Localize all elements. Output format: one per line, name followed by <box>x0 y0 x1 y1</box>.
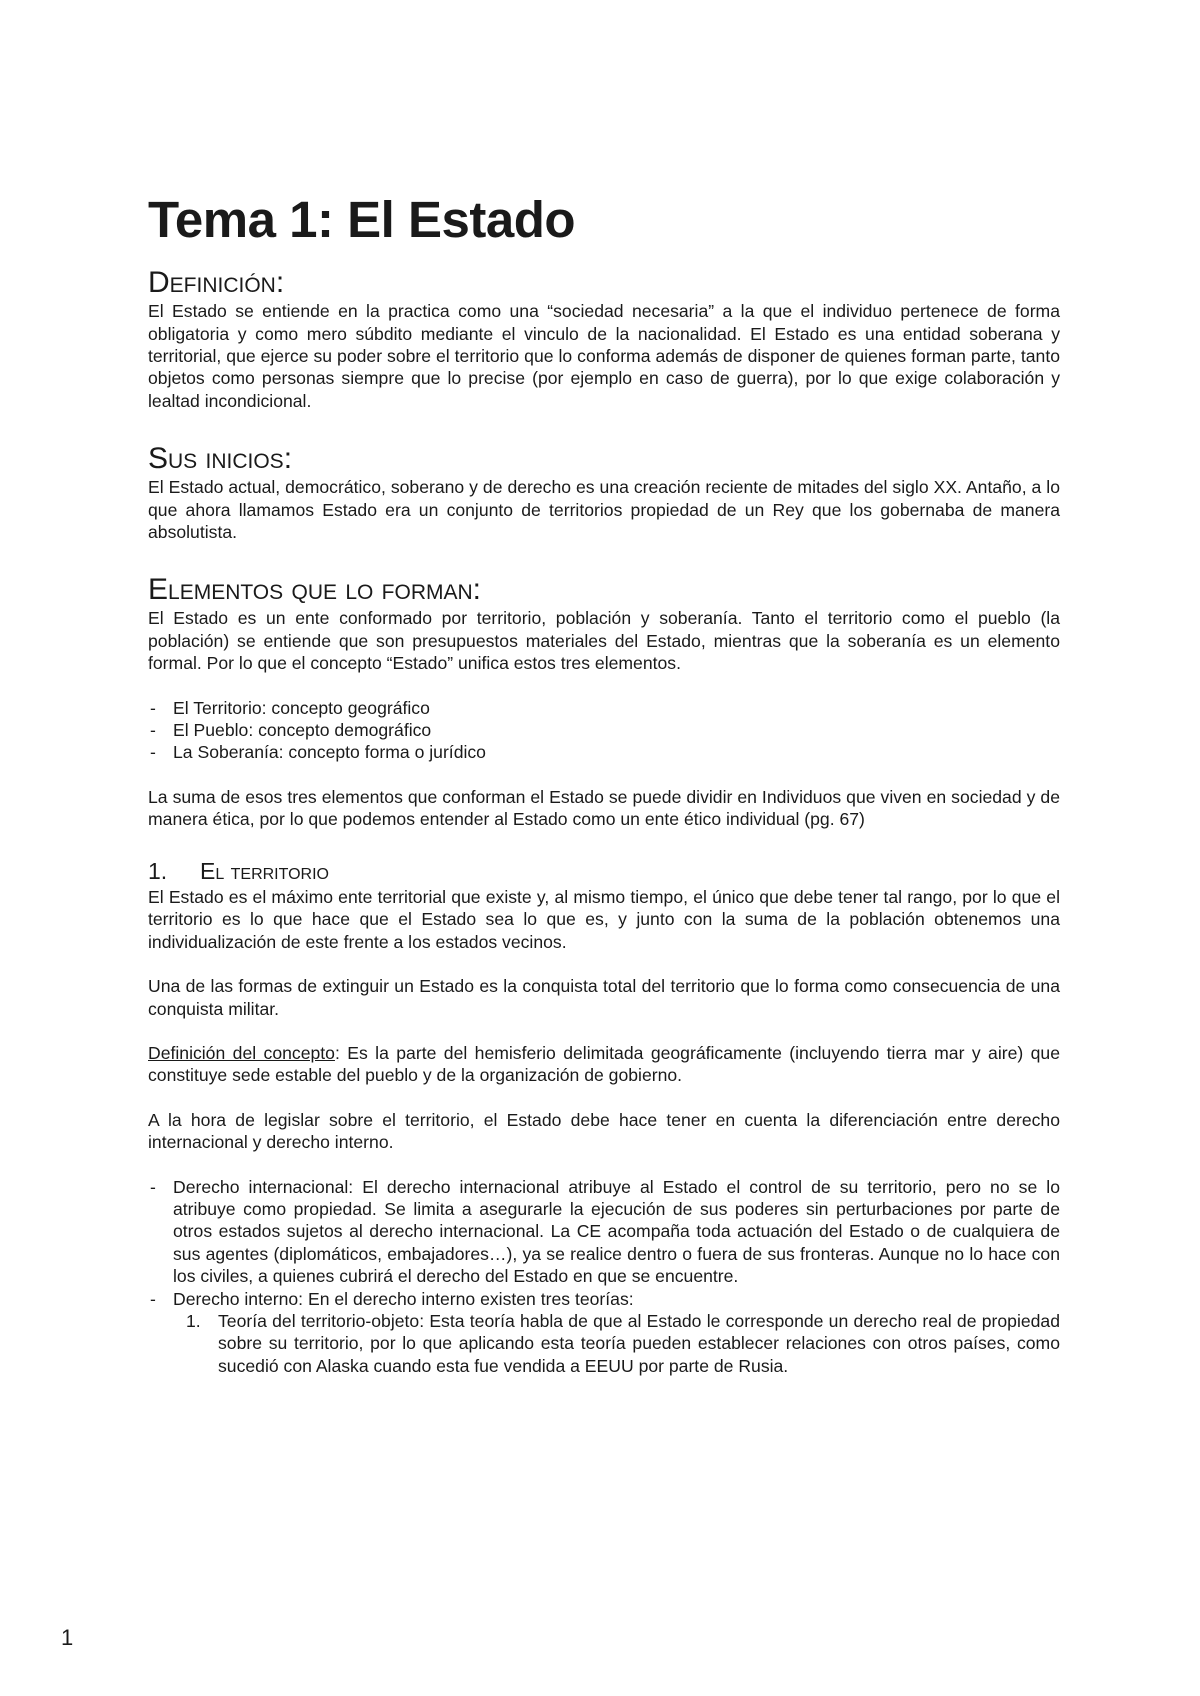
list-item: - La Soberanía: concepto forma o jurídico <box>148 741 1060 763</box>
paragraph-elementos-closing: La suma de esos tres elementos que conforman el Estado se puede dividir en Individuos que viven en sociedad y de manera ética, por lo que podemos entender al Estado como un ente ético individual (pg. 67) <box>148 786 1060 830</box>
list-item-internal <box>148 1288 1060 1378</box>
internal-law-text: Derecho interno: En el derecho interno existen tres teorías: <box>173 1288 634 1309</box>
subsection-heading-territorio <box>148 859 1060 884</box>
law-list <box>148 1176 1060 1378</box>
paragraph-definicion: El Estado se entiende en la practica como una “sociedad necesaria” a la que el individuo pertenece de forma obligatoria y como mero súbdito mediante el vinculo de la nacionalidad. El Estado es una entidad soberana y territorial, que ejerce su poder sobre el territorio que lo conforma además de disponer de quienes forman parte, tanto objetos como personas siempre que lo precise (por ejemplo en caso de guerra), por lo que exige colaboración y lealtad incondicional. <box>148 301 1060 411</box>
theory-text: Teoría del territorio-objeto: Esta teoría habla de que al Estado le corresponde un derecho real de propiedad sobre su territorio, por lo que aplicando esta teoría pueden establecer relaciones con otros países, como sucedió con Alaska cuando esta fue vendida a EEUU por parte de Rusia. <box>218 1310 1060 1376</box>
paragraph-territorio-3: A la hora de legislar sobre el territorio, el Estado debe hace tener en cuenta la diferenciación entre derecho internacional y derecho interno. <box>148 1109 1060 1153</box>
list-item-international: - Derecho internacional: El derecho internacional atribuye al Estado el control de su territorio, pero no se lo atribuye como propiedad. Se limita a asegurarle la ejecución de sus poderes sin perturbaciones por parte de otros estados sujetos al derecho internacional. La CE acompaña toda actuación del Estado o de cualquiera de sus agentes (diplomáticos, embajadores…), ya se realice dentro o fuera de sus fronteras. Aunque no lo hace con los civiles, a quienes cubrirá el derecho del Estado en que se encuentre. <box>148 1176 1060 1288</box>
paragraph-elementos: El Estado es un ente conformado por territorio, población y soberanía. Tanto el territorio como el pueblo (la población) se entiende que son presupuestos materiales del Estado, mientras que la soberanía es un elemento formal. Por lo que el concepto “Estado” unifica estos tres elementos. <box>148 608 1060 674</box>
definition-text: : Es la parte del hemisferio delimitada geográficamente (incluyendo tierra mar y aire) que constituye sede estable del pueblo y de la organización de gobierno. <box>148 1042 1061 1086</box>
theory-item <box>173 1310 1060 1377</box>
document-title: Tema 1: El Estado <box>148 191 576 248</box>
section-heading-definicion: Definición: <box>148 266 285 300</box>
elements-list <box>148 697 1060 764</box>
paragraph-inicios: El Estado actual, democrático, soberano y de derecho es una creación reciente de mitades del siglo XX. Antaño, a lo que ahora llamamos Estado era un conjunto de territorios propiedad de un Rey que los gobernaba de manera absolutista. <box>148 477 1060 542</box>
page-number: 1 <box>61 1625 74 1650</box>
definition-label: Definición del concepto <box>148 1042 335 1063</box>
paragraph-territorio-1: El Estado es el máximo ente territorial que existe y, al mismo tiempo, el único que debe tener tal rango, por lo que el territorio es lo que hace que el Estado sea lo que es, y junto con la suma de la población obtenemos una individualización de este frente a los estados vecinos. <box>148 886 1060 952</box>
paragraph-territorio-2: Una de las formas de extinguir un Estado es la conquista total del territorio que lo forma como consecuencia de una conquista militar. <box>148 976 1060 1019</box>
subsection-title: El territorio <box>200 857 330 884</box>
paragraph-definition <box>148 1042 1060 1087</box>
subsection-number: 1. <box>148 857 168 884</box>
section-heading-elementos: Elementos que lo forman: <box>148 573 482 607</box>
theory-marker: 1. <box>186 1310 201 1331</box>
section-heading-inicios: Sus inicios: <box>148 442 293 476</box>
document-page <box>148 192 1060 1377</box>
theories-list <box>173 1310 1060 1377</box>
list-item: - El Pueblo: concepto demográfico <box>148 719 1060 741</box>
list-item: - El Territorio: concepto geográfico <box>148 697 1060 719</box>
